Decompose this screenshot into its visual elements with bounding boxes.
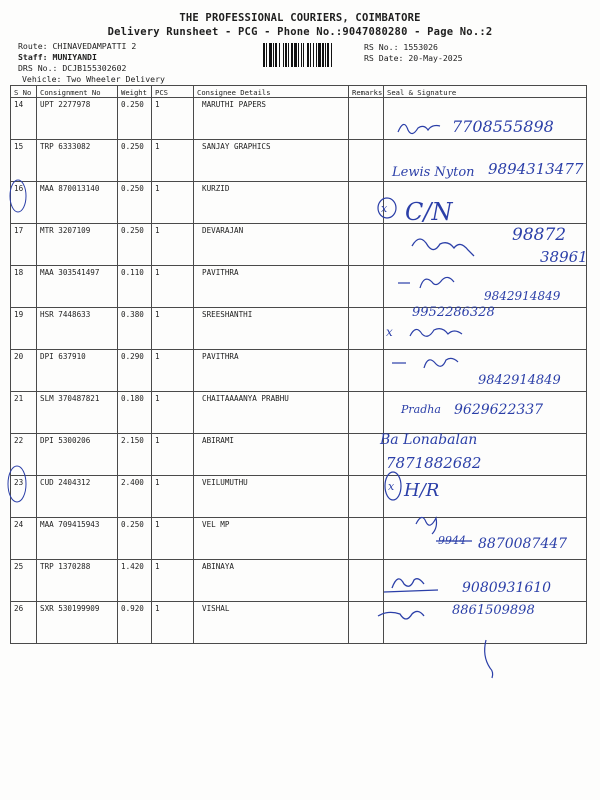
table-row [11,392,587,434]
cell-pcs: 1 [152,602,194,644]
cell-pcs: 1 [152,140,194,182]
cell-consignee: CHAITAAAANYA PRABHU [194,392,349,434]
cell-weight: 0.250 [118,98,152,140]
cross-mark: x [386,325,393,339]
handwritten-phone: 9952286328 [412,305,495,320]
drs-number: DRS No.: DCJB155302602 [18,63,127,73]
cell-seal-signature [384,560,587,602]
barcode-bar [291,43,293,67]
barcode-bar [301,43,302,67]
barcode-bar [307,43,309,67]
staff-name: MUNIYANDI [52,52,97,62]
handwritten-phone: 8861509898 [452,603,535,618]
cell-pcs: 1 [152,560,194,602]
cell-seal-signature [384,476,587,518]
barcode-bar [318,43,321,67]
cell-consignment: TRP 6333082 [37,140,118,182]
cell-consignment: SLM 370487821 [37,392,118,434]
table-row [11,560,587,602]
cell-remarks [349,350,384,392]
col-pcs: PCS [152,86,194,98]
cell-pcs: 1 [152,224,194,266]
handwritten-phone: 38961 [540,248,588,266]
cross-mark: x [388,480,395,493]
cell-remarks [349,224,384,266]
cell-consignee: PAVITHRA [194,266,349,308]
handwritten-phone: 9629622337 [454,402,544,418]
col-seal-signature: Seal & Signature [384,86,587,98]
cell-consignee: ABIRAMI [194,434,349,476]
cell-seal-signature [384,602,587,644]
barcode-bar [275,43,277,67]
table-row [11,182,587,224]
cell-sno: 17 [11,224,37,266]
table-row [11,350,587,392]
handwritten-phone: 8870087447 [478,536,568,552]
cell-sno: 23 [11,476,37,518]
cell-seal-signature [384,182,587,224]
barcode-bar [303,43,304,67]
barcode-bar [322,43,324,67]
cell-weight: 0.180 [118,392,152,434]
cell-consignee: DEVARAJAN [194,224,349,266]
cell-remarks [349,434,384,476]
company-title: THE PROFESSIONAL COURIERS, COIMBATORE [179,12,421,24]
staff-line [18,52,97,62]
barcode-bar [313,43,314,67]
cell-remarks [349,518,384,560]
table-row [11,308,587,350]
cell-seal-signature [384,308,587,350]
cell-weight: 2.150 [118,434,152,476]
handwritten-phone: 9842914849 [478,373,561,388]
cell-consignee: SREESHANTHI [194,308,349,350]
handwritten-phone: 9080931610 [462,580,552,596]
barcode-bar [283,43,284,67]
cell-sno: 21 [11,392,37,434]
cell-sno: 14 [11,98,37,140]
barcode-bar [263,43,265,67]
table-header-row [11,86,587,98]
cell-sno: 20 [11,350,37,392]
cell-consignment: HSR 7448633 [37,308,118,350]
cell-consignment: DPI 637910 [37,350,118,392]
cell-consignee: VEILUMUTHU [194,476,349,518]
cell-remarks [349,392,384,434]
handwritten-remark: H/R [404,480,440,501]
col-weight: Weight [118,86,152,98]
cell-consignment: MAA 709415943 [37,518,118,560]
cell-consignee: SANJAY GRAPHICS [194,140,349,182]
cell-weight: 0.250 [118,224,152,266]
cell-pcs: 1 [152,434,194,476]
vehicle-text: Vehicle: Two Wheeler Delivery [22,74,165,84]
barcode-bar [298,43,299,67]
table-row [11,476,587,518]
col-remarks: Remarks [349,86,384,98]
barcode-bar [279,43,280,67]
barcode-bar [273,43,274,67]
cell-weight: 2.400 [118,476,152,518]
barcode-bar [327,43,329,67]
cell-consignment: CUD 2404312 [37,476,118,518]
cell-seal-signature [384,98,587,140]
table-row [11,98,587,140]
cell-seal-signature [384,434,587,476]
cell-remarks [349,602,384,644]
handwritten-phone: 7708555898 [452,117,554,136]
cell-remarks [349,476,384,518]
cell-remarks [349,98,384,140]
cell-pcs: 1 [152,392,194,434]
barcode [263,43,355,67]
col-consignee: Consignee Details [194,86,349,98]
cell-pcs: 1 [152,350,194,392]
ink-stroke [485,640,493,678]
cell-remarks [349,140,384,182]
cell-weight: 0.290 [118,350,152,392]
cell-pcs: 1 [152,182,194,224]
cell-remarks [349,266,384,308]
cell-consignment: DPI 5300206 [37,434,118,476]
cell-seal-signature [384,140,587,182]
rs-date: RS Date: 20-May-2025 [364,53,463,63]
cell-consignment: TRP 1370288 [37,560,118,602]
cell-consignment: MTR 3207109 [37,224,118,266]
barcode-bar [331,43,332,67]
cell-pcs: 1 [152,98,194,140]
handwritten-phone: 7871882682 [386,454,482,472]
barcode-bar [316,43,317,67]
cell-weight: 1.420 [118,560,152,602]
handwritten-phone: 98872 [512,225,567,245]
staff-label: Staff: [18,52,48,62]
cell-remarks [349,308,384,350]
cell-seal-signature [384,224,587,266]
cell-sno: 26 [11,602,37,644]
cell-seal-signature [384,350,587,392]
cell-sno: 24 [11,518,37,560]
cell-sno: 18 [11,266,37,308]
cell-sno: 15 [11,140,37,182]
cell-weight: 0.250 [118,140,152,182]
handwritten-name: Ba Lonabalan [380,432,478,448]
cell-seal-signature [384,392,587,434]
cell-sno: 16 [11,182,37,224]
table-row [11,224,587,266]
cell-pcs: 1 [152,518,194,560]
cell-consignment: MAA 870013140 [37,182,118,224]
barcode-bar [325,43,326,67]
cell-consignment: UPT 2277978 [37,98,118,140]
cell-consignment: MAA 303541497 [37,266,118,308]
cell-consignee: VEL MP [194,518,349,560]
barcode-bar [285,43,287,67]
route-text: Route: CHINAVEDAMPATTI 2 [18,41,137,51]
handwritten-phone: 9894313477 [488,160,584,178]
cell-weight: 0.380 [118,308,152,350]
table-row [11,266,587,308]
runsheet-subtitle: Delivery Runsheet - PCG - Phone No.:9047080280 - Page No.:2 [107,26,493,38]
barcode-bar [288,43,289,67]
handwritten-phone: 9842914849 [484,289,561,303]
cross-mark: x [381,202,388,215]
handwritten-remark: C/N [405,198,453,226]
cell-pcs: 1 [152,476,194,518]
col-consignment: Consignment No [37,86,118,98]
cell-pcs: 1 [152,308,194,350]
table-row [11,140,587,182]
cell-weight: 0.920 [118,602,152,644]
cell-consignee: VISHAL [194,602,349,644]
cell-consignee: PAVITHRA [194,350,349,392]
cell-consignee: KURZID [194,182,349,224]
cell-sno: 25 [11,560,37,602]
cell-seal-signature [384,518,587,560]
handwritten-struck-number: 9944 [438,534,466,547]
barcode-bar [266,43,267,67]
cell-pcs: 1 [152,266,194,308]
cell-consignee: ABINAYA [194,560,349,602]
table-row [11,434,587,476]
cell-seal-signature [384,266,587,308]
cell-consignee: MARUTHI PAPERS [194,98,349,140]
barcode-bar [294,43,297,67]
cell-sno: 22 [11,434,37,476]
cell-remarks [349,560,384,602]
table-row [11,602,587,644]
cell-weight: 0.250 [118,182,152,224]
rs-number: RS No.: 1553026 [364,42,438,52]
handwritten-name: Lewis Nyton [392,165,475,180]
col-sno: S No [11,86,37,98]
table-row [11,518,587,560]
barcode-bar [269,43,272,67]
cell-sno: 19 [11,308,37,350]
cell-remarks [349,182,384,224]
delivery-table [10,85,587,644]
barcode-bar [310,43,311,67]
handwritten-name: Pradha [401,403,441,416]
cell-weight: 0.250 [118,518,152,560]
cell-consignment: SXR 530199909 [37,602,118,644]
cell-weight: 0.110 [118,266,152,308]
